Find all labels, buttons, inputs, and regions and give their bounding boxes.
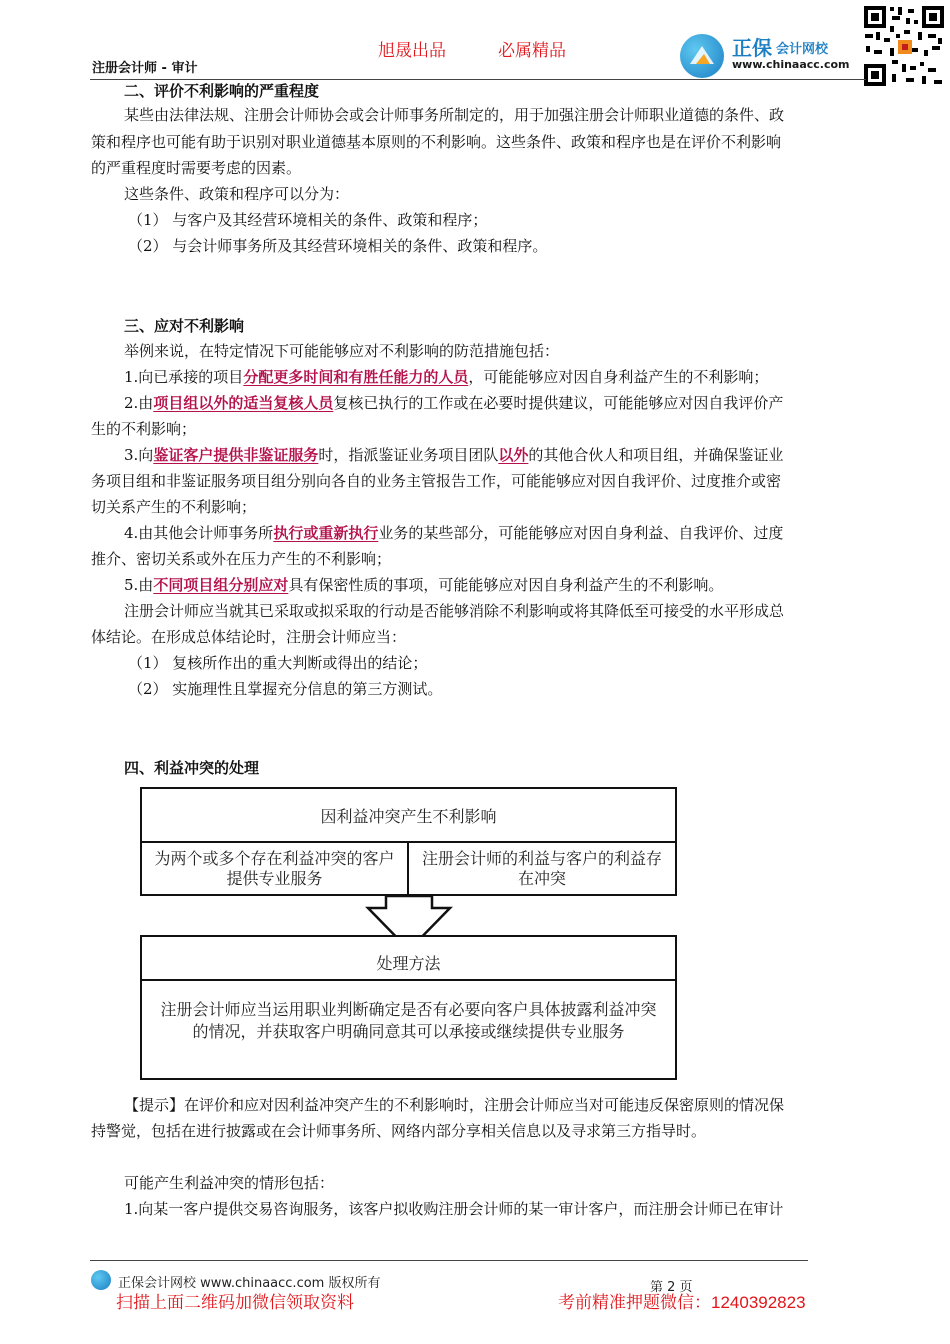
- conclusion-line1: 注册会计师应当就其已采取或拟采取的行动是否能够消除不利影响或将其降低至可接受的水平形成总: [124, 602, 785, 620]
- header-promo-right: 必属精品: [498, 41, 566, 61]
- section-2-heading: 二、评价不利影响的严重程度: [124, 82, 320, 100]
- measure-1: [124, 366, 768, 387]
- conclusion-line2: 体结论。在形成总体结论时，注册会计师应当：: [91, 628, 407, 646]
- diagram-method-box: [140, 935, 677, 1080]
- brand-logo: [678, 30, 858, 80]
- diagram-top-title: 因利益冲突产生不利影响: [320, 807, 497, 826]
- diagram-top-box: [140, 787, 677, 896]
- footer-logo-icon: [91, 1270, 111, 1290]
- measure-3: [124, 444, 783, 465]
- measure-3-highlight-1: 鉴证客户提供非鉴证服务: [153, 446, 319, 464]
- footer-page: 第 2 页: [650, 1280, 693, 1295]
- footer-promo-right: [558, 1288, 806, 1313]
- measure-5-text-a: 5.由: [124, 576, 154, 594]
- diagram-vdivider: [407, 841, 409, 894]
- section-2-para2: 这些条件、政策和程序可以分为：: [124, 185, 350, 203]
- footer-rule: [90, 1260, 808, 1261]
- measure-5-text-b: 具有保密性质的事项，可能能够应对因自身利益产生的不利影响。: [288, 576, 724, 594]
- measure-5: [124, 574, 723, 595]
- measure-1-text-b: ，可能能够应对因自身利益产生的不利影响；: [468, 368, 769, 386]
- tip-line2: 持警觉，包括在进行披露或在会计师事务所、网络内部分享相关信息以及寻求第三方指导时。: [91, 1122, 707, 1140]
- measure-1-text-a: 1.向已承接的项目: [124, 368, 244, 386]
- measure-2-text-a: 2.由: [124, 394, 154, 412]
- measure-3-highlight-2: 以外: [498, 446, 529, 464]
- conclusion-item2: （2） 实施理性且掌握充分信息的第三方测试。: [128, 680, 443, 698]
- measure-2-cont: 生的不利影响；: [91, 420, 197, 438]
- measure-4-highlight: 执行或重新执行: [273, 524, 379, 542]
- section-3-intro: 举例来说，在特定情况下可能能够应对不利影响的防范措施包括：: [124, 342, 560, 360]
- measure-2: [124, 392, 783, 413]
- measure-2-text-b: 复核已执行的工作或在必要时提供建议，可能能够应对因自我评价产: [333, 394, 784, 412]
- case-1: 1.向某一客户提供交易咨询服务，该客户拟收购注册会计师的某一审计客户，而注册会计师已在审计: [124, 1200, 784, 1218]
- section-2-item1: （1） 与客户及其经营环境相关的条件、政策和程序；: [128, 211, 488, 229]
- measure-3-text-a: 3.向: [124, 446, 154, 464]
- brand-name: 正保: [732, 36, 772, 60]
- footer-promo-right-number: 1240392823: [711, 1293, 806, 1312]
- section-2-para1-line3: 的严重程度时需要考虑的因素。: [91, 159, 302, 177]
- conclusion-item1: （1） 复核所作出的重大判断或得出的结论；: [128, 654, 428, 672]
- measure-1-highlight: 分配更多时间和有胜任能力的人员: [243, 368, 469, 386]
- brand-url: www.chinaacc.com: [732, 58, 850, 71]
- footer-copyright: 正保会计网校 www.chinaacc.com 版权所有: [118, 1276, 381, 1291]
- section-4-heading: 四、利益冲突的处理: [124, 759, 260, 777]
- course-title: 注册会计师 - 审计: [92, 61, 198, 76]
- measure-3-text-b: 时，指派鉴证业务项目团队: [318, 446, 499, 464]
- measure-3-cont2: 切关系产生的不利影响；: [91, 498, 257, 516]
- diagram-left-cell: 为两个或多个存在利益冲突的客户提供专业服务: [154, 849, 395, 888]
- brand-sub: 会计网校: [776, 42, 829, 57]
- section-2-item2: （2） 与会计师事务所及其经营环境相关的条件、政策和程序。: [128, 237, 548, 255]
- measure-2-highlight: 项目组以外的适当复核人员: [153, 394, 334, 412]
- measure-3-text-c: 的其他合伙人和项目组，并确保鉴证业: [528, 446, 784, 464]
- measure-4-cont: 推介、密切关系或外在压力产生的不利影响；: [91, 550, 392, 568]
- footer-promo-left: 扫描上面二维码加微信领取资料: [116, 1293, 354, 1313]
- diagram-right-cell: 注册会计师的利益与客户的利益存在冲突: [421, 849, 662, 888]
- section-2-para1-line1: 某些由法律法规、注册会计师协会或会计师事务所制定的，用于加强注册会计师职业道德的条件、政: [124, 106, 785, 124]
- measure-4-text-a: 4.由其他会计师事务所: [124, 524, 274, 542]
- cases-intro: 可能产生利益冲突的情形包括：: [124, 1174, 335, 1192]
- logo-circle-icon: [680, 34, 724, 78]
- section-3-heading: 三、应对不利影响: [124, 317, 245, 335]
- diagram-method-divider: [142, 979, 675, 981]
- measure-5-highlight: 不同项目组分别应对: [153, 576, 289, 594]
- diagram-method-title: 处理方法: [376, 954, 441, 973]
- tip-line1: 【提示】在评价和应对因利益冲突产生的不利影响时，注册会计师应当对可能违反保密原则的情况保: [124, 1096, 785, 1114]
- qr-code-icon: [862, 4, 946, 88]
- diagram-method-body: 注册会计师应当运用职业判断确定是否有必要向客户具体披露利益冲突的情况，并获取客户明确同意其可以承接或继续提供专业服务: [160, 1000, 657, 1041]
- measure-4: [124, 522, 783, 543]
- measure-3-cont1: 务项目组和非鉴证服务项目组分别向各自的业务主管报告工作，可能能够应对因自我评价、过度推介或密: [91, 472, 782, 490]
- footer-promo-right-label: 考前精准押题微信：: [558, 1293, 711, 1313]
- measure-4-text-b: 业务的某些部分，可能能够应对因自身利益、自我评价、过度: [378, 524, 784, 542]
- section-2-para1-line2: 策和程序也可能有助于识别对职业道德基本原则的不利影响。这些条件、政策和程序也是在评价不利影响: [91, 133, 782, 151]
- header-promo-left: 旭晟出品: [378, 41, 446, 61]
